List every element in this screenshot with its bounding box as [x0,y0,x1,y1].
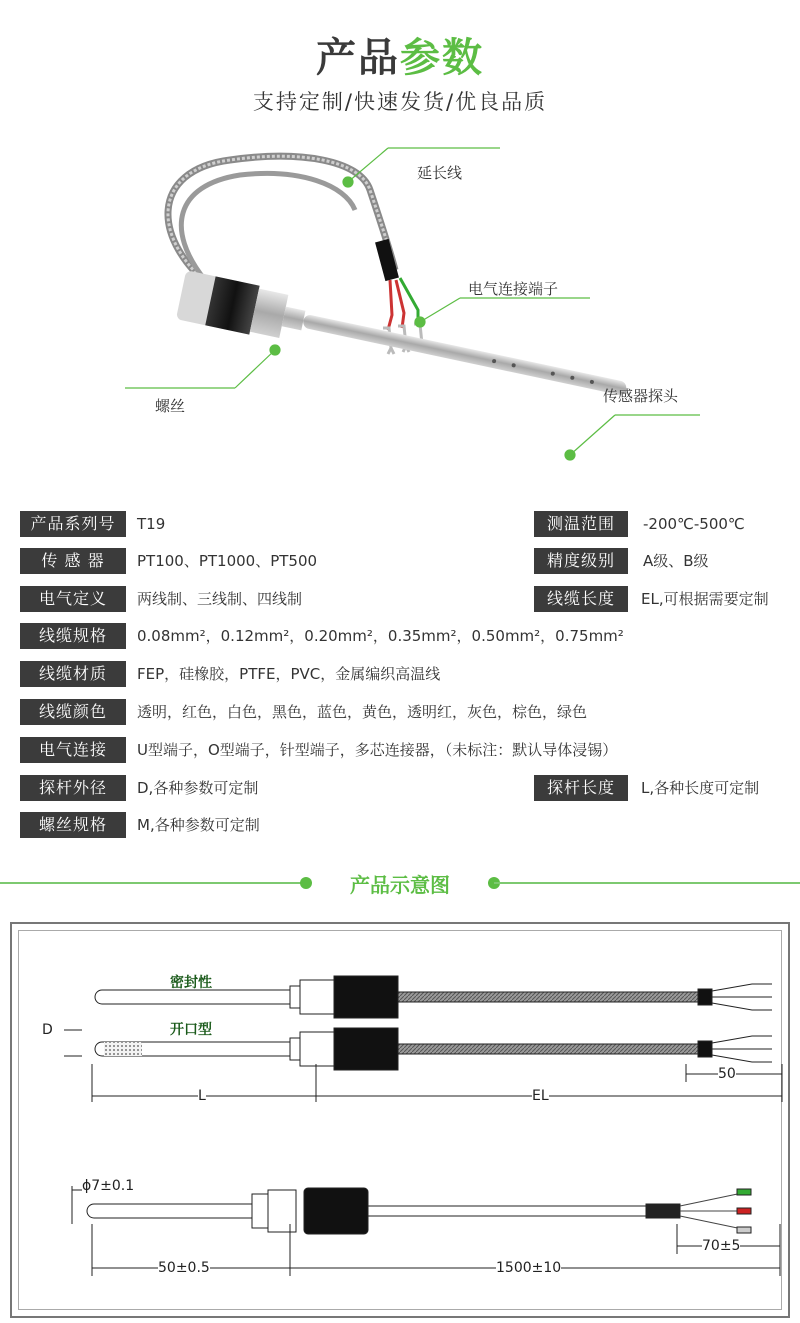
page-subtitle: 支持定制/快速发货/优良品质 [252,90,548,114]
spec-label-wiring: 电气定义 [20,586,126,612]
product-photo-illustration [0,130,800,500]
spec-value-cable-material: FEP，硅橡胶，PTFE，PVC，金属编织高温线 [137,665,441,683]
divider-line-right [494,882,800,884]
spec-label-probe-diameter: 探杆外径 [20,775,126,801]
spec-value-cable-length: EL,可根据需要定制 [641,590,769,608]
spec-value-probe-length: L,各种长度可定制 [641,779,760,797]
spec-value-range: -200℃-500℃ [643,515,745,533]
spec-label-accuracy: 精度级别 [534,548,628,574]
callout-terminal: 电气连接端子 [468,280,559,298]
label-sealed: 密封性 [170,975,212,991]
title-part-1: 产品 [316,35,400,81]
spec-value-cable-spec: 0.08mm²，0.12mm²，0.20mm²，0.35mm²，0.50mm²，0.75mm² [137,627,624,645]
dim-l: L [198,1088,206,1104]
spec-value-cable-color: 透明，红色，白色，黑色，蓝色，黄色，透明红，灰色，棕色，绿色 [137,703,588,721]
spec-label-cable-length: 线缆长度 [534,586,628,612]
spec-label-cable-material: 线缆材质 [20,661,126,687]
spec-value-wiring: 两线制、三线制、四线制 [137,590,303,608]
technical-diagram [10,922,790,1318]
title-part-2: 参数 [400,35,484,81]
spec-label-sensor: 传 感 器 [20,548,126,574]
spec-label-probe-length: 探杆长度 [534,775,628,801]
dim-probe-length: 50±0.5 [158,1260,210,1276]
dim-lead-length: 70±5 [702,1238,741,1254]
callout-thread: 螺丝 [155,397,186,415]
spec-value-series: T19 [137,515,166,533]
dim-el: EL [532,1088,549,1104]
spec-label-connection: 电气连接 [20,737,126,763]
spec-label-thread: 螺丝规格 [20,812,126,838]
spec-value-probe-diameter: D,各种参数可定制 [137,779,259,797]
label-open: 开口型 [170,1022,212,1038]
dim-d: D [42,1022,53,1038]
callout-probe: 传感器探头 [603,387,679,405]
section-title: 产品示意图 [350,873,450,897]
diagram-drawing [12,924,788,1316]
dim-cable-length: 1500±10 [496,1260,562,1276]
spec-value-thread: M,各种参数可定制 [137,816,260,834]
spec-value-accuracy: A级、B级 [643,552,709,570]
spec-value-connection: U型端子，O型端子，针型端子，多芯连接器，（未标注：默认导体浸锡） [137,741,618,759]
dim-phi: ϕ7±0.1 [82,1178,135,1194]
product-photo [0,130,800,500]
spec-label-cable-color: 线缆颜色 [20,699,126,725]
page-title [0,26,800,83]
spec-value-sensor: PT100、PT1000、PT500 [137,552,318,570]
spec-label-series: 产品系列号 [20,511,126,537]
spec-label-range: 测温范围 [534,511,628,537]
dim-50: 50 [718,1066,736,1082]
callout-extension-wire: 延长线 [417,164,463,182]
spec-label-cable-spec: 线缆规格 [20,623,126,649]
